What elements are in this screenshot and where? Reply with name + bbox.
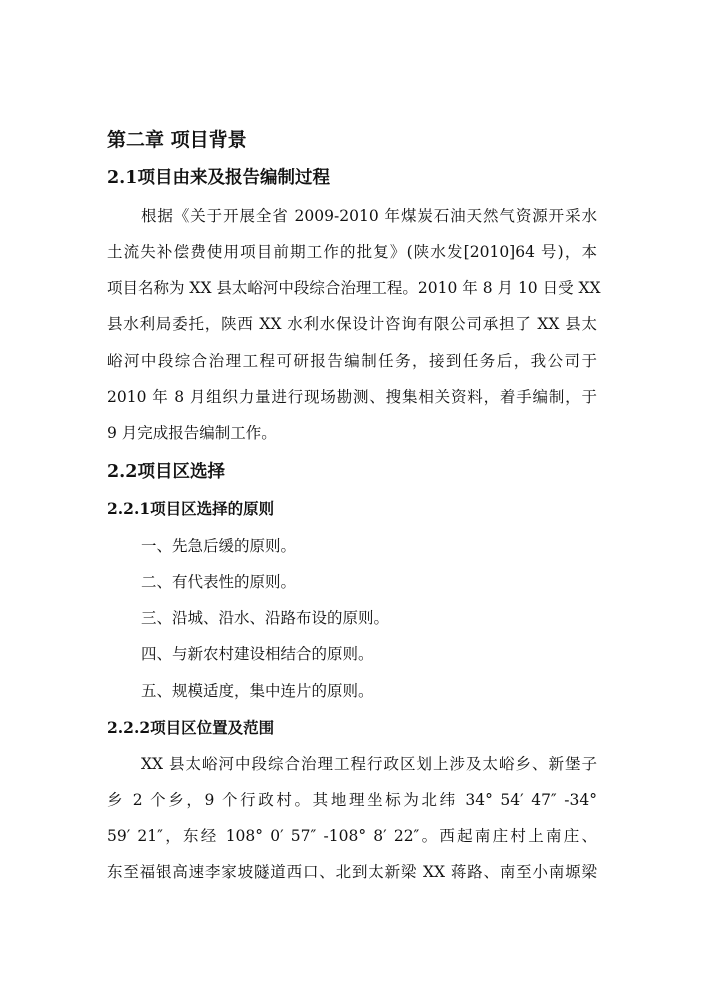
- paragraph-line: 根据《关于开展全省 2009-2010 年煤炭石油天然气资源开采水: [141, 207, 597, 225]
- paragraph-line: 9 月完成报告编制工作。: [107, 424, 277, 442]
- subsection-heading-2-2-2: 2.2.2项目区位置及范围: [107, 718, 275, 737]
- principle-item: 五、规模适度，集中连片的原则。: [141, 682, 374, 700]
- principle-item: 一、先急后缓的原则。: [141, 537, 297, 555]
- principle-item: 二、有代表性的原则。: [141, 573, 297, 591]
- paragraph-line: 项目名称为 XX 县太峪河中段综合治理工程。2010 年 8 月 10 日受 XX: [107, 279, 601, 297]
- paragraph-line: 2010 年 8 月组织力量进行现场勘测、搜集相关资料，着手编制，于: [107, 388, 597, 406]
- principle-item: 三、沿城、沿水、沿路布设的原则。: [141, 609, 390, 627]
- section-heading-2-2: 2.2项目区选择: [107, 462, 225, 482]
- paragraph-line: 峪河中段综合治理工程可研报告编制任务，接到任务后，我公司于: [107, 352, 597, 370]
- chapter-title: 第二章 项目背景: [107, 129, 247, 151]
- principle-item: 四、与新农村建设相结合的原则。: [141, 645, 374, 663]
- paragraph-line: 59′ 21″，东经 108° 0′ 57″ -108° 8′ 22″。西起南庄村上南庄、: [107, 827, 597, 845]
- subsection-heading-2-2-1: 2.2.1项目区选择的原则: [107, 499, 275, 518]
- paragraph-line: 乡 2 个乡，9 个行政村。其地理坐标为北纬 34° 54′ 47″ -34°: [107, 791, 597, 809]
- paragraph-line: 县水利局委托，陕西 XX 水利水保设计咨询有限公司承担了 XX 县太: [107, 315, 597, 333]
- paragraph-line: XX 县太峪河中段综合治理工程行政区划上涉及太峪乡、新堡子: [141, 755, 597, 773]
- section-heading-2-1: 2.1项目由来及报告编制过程: [107, 168, 330, 188]
- paragraph-line: 土流失补偿费使用项目前期工作的批复》(陕水发[2010]64 号)，本: [107, 243, 597, 261]
- paragraph-line: 东至福银高速李家坡隧道西口、北到太新梁 XX 蒋路、南至小南塬梁: [107, 863, 597, 881]
